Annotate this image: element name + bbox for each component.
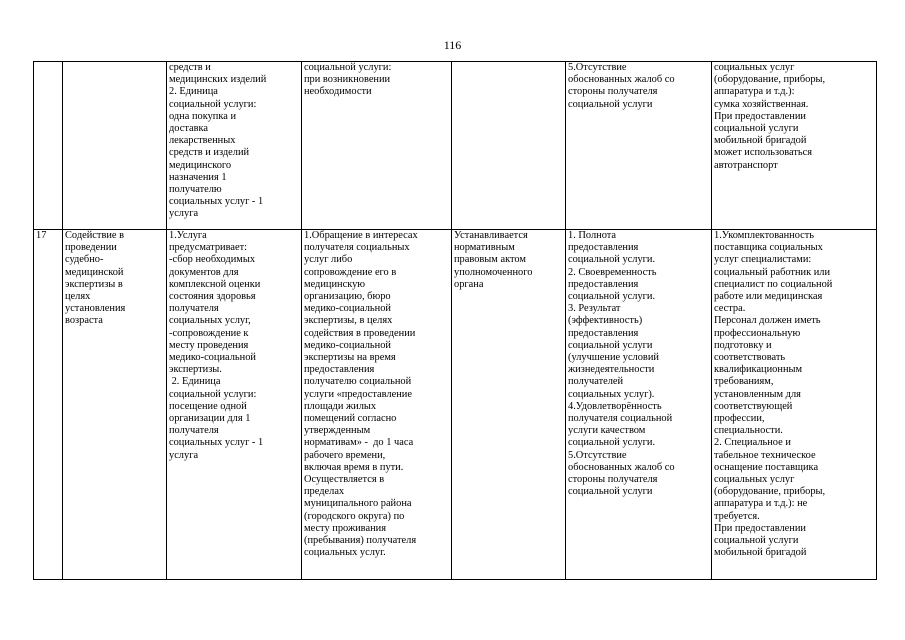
service-description-cell: 1.Услуга предусматривает: -сбор необходимых документов для комплексной оценки состояния здоровья получателя социальных услуг, -сопровождение к месту проведения медико-социальной экспертизы. 2. Единица социальной услуги: посещение одной организации для 1 получателя социальных услуг - 1 услуга <box>167 230 302 580</box>
service-norm-cell: 1.Обращение в интересах получателя социальных услуг либо сопровождение его в медицинскую организацию, бюро медико-социальной экспертизы, в целях содействия в проведении медико-социальной экспертизы на время предоставления получателю социальной услуги «предоставление площади жилых помещений согласно утвержденным нормативам» - до 1 часа рабочего времени, включая время в пути. Осуществляется в пределах муниципального района (городского округа) по месту проживания (пребывания) получателя социальных услуг. <box>302 230 452 580</box>
payment-cell <box>452 62 566 230</box>
services-table <box>33 61 877 580</box>
service-description-cell: средств и медицинских изделий 2. Единица социальной услуги: одна покупка и доставка лекарственных средств и изделий медицинского назначения 1 получателю социальных услуг - 1 услуга <box>167 62 302 230</box>
row-number-cell: 17 <box>34 230 63 580</box>
table-row <box>34 230 877 580</box>
quality-indicators-cell: 5.Отсутствие обоснованных жалоб со стороны получателя социальной услуги <box>566 62 712 230</box>
payment-cell: Устанавливается нормативным правовым актом уполномоченного органа <box>452 230 566 580</box>
conditions-cell: социальных услуг (оборудование, приборы, аппаратура и т.д.): сумка хозяйственная. При предоставлении социальной услуги мобильной бригадой может использоваться автотранспорт <box>712 62 877 230</box>
row-number-cell <box>34 62 63 230</box>
page-number: 116 <box>443 38 462 52</box>
service-name-cell: Содействие в проведении судебно- медицинской экспертизы в целях установления возраста <box>63 230 167 580</box>
conditions-cell: 1.Укомплектованность поставщика социальных услуг специалистами: социальный работник или специалист по социальной работе или медицинская сестра. Персонал должен иметь профессиональную подготовку и соответствовать квалификационным требованиям, установленным для соответствующей профессии, специальности. 2. Специальное и табельное техническое оснащение поставщика социальных услуг (оборудование, приборы, аппаратура и т.д.): не требуется. При предоставлении социальной услуги мобильной бригадой <box>712 230 877 580</box>
quality-indicators-cell: 1. Полнота предоставления социальной услуги. 2. Своевременность предоставления социальной услуги. 3. Результат (эффективность) предоставления социальной услуги (улучшение условий жизнедеятельности получателей социальных услуг). 4.Удовлетворённость получателя социальной услуги качеством социальной услуги. 5.Отсутствие обоснованных жалоб со стороны получателя социальной услуги <box>566 230 712 580</box>
service-name-cell <box>63 62 167 230</box>
service-norm-cell: социальной услуги: при возникновении необходимости <box>302 62 452 230</box>
table-row <box>34 62 877 230</box>
